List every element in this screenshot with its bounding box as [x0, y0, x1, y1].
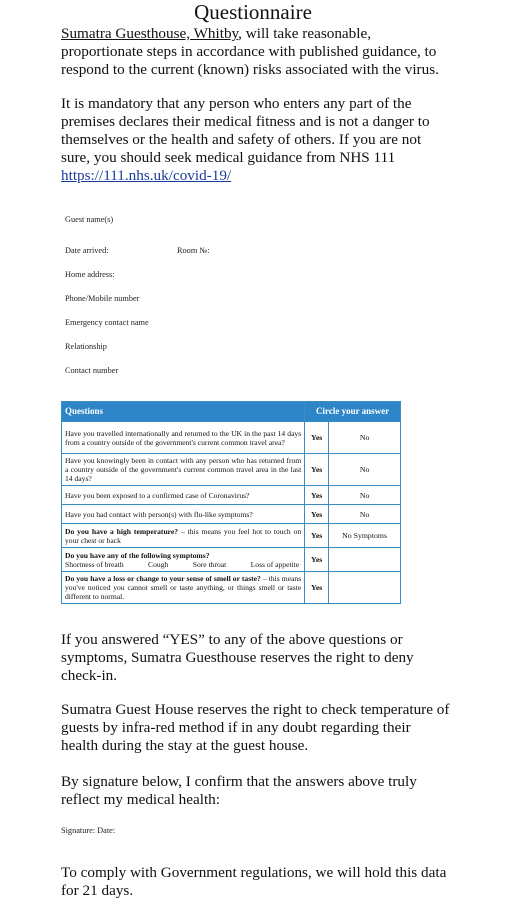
intro-text: , will take reasonable, proportionate steps in accordance with published guidance, to respond to the current (known) risks associated with the virus. [61, 25, 439, 78]
question-bold: Do you have a loss or change to your sense of smell or taste? [65, 574, 261, 583]
answer-yes[interactable]: Yes [305, 548, 329, 572]
answer-no[interactable]: No [329, 422, 401, 454]
intro-paragraph [61, 25, 451, 79]
answer-yes[interactable]: Yes [305, 486, 329, 505]
answer-yes[interactable]: Yes [305, 524, 329, 548]
page-title: Questionnaire [194, 0, 312, 24]
answer-yes[interactable]: Yes [305, 505, 329, 524]
emergency-contact-field: Emergency contact name [65, 318, 149, 327]
date-arrived-field: Date arrived: [65, 246, 109, 255]
table-row [62, 505, 401, 524]
symptom-item[interactable]: Cough [148, 559, 169, 569]
question-cell [62, 572, 305, 604]
table-row [62, 548, 401, 572]
question-cell: Have you travelled internationally and returned to the UK in the past 14 days from a country outside of the government's current common travel area? [62, 422, 305, 454]
answer-no[interactable] [329, 548, 401, 572]
room-number-field: Room №: [177, 246, 210, 255]
signature-date-field: Signature: Date: [61, 826, 116, 835]
mandatory-text: It is mandatory that any person who enters any part of the premises declares their medical fitness and is not a danger to themselves or the health and safety of others. If you are not sure, you should seek medical guidance from NHS 111 [61, 95, 430, 166]
relationship-field: Relationship [65, 342, 107, 351]
answer-no[interactable]: No [329, 486, 401, 505]
question-cell [62, 524, 305, 548]
temperature-paragraph: Sumatra Guest House reserves the right to check temperature of guests by infra-red method if in any doubt regarding their health during the stay at the guest house. [61, 701, 450, 754]
table-row [62, 422, 401, 454]
question-bold: Do you have any of the following symptoms? [65, 550, 210, 560]
retention-paragraph: To comply with Government regulations, we will hold this data for 21 days. [61, 864, 447, 899]
answer-no-symptoms[interactable]: No Symptoms [329, 524, 401, 548]
guest-name-field: Guest name(s) [65, 215, 114, 224]
symptom-list [65, 560, 301, 569]
table-row [62, 454, 401, 486]
table-row [62, 486, 401, 505]
question-cell: Have you been exposed to a confirmed case of Coronavirus? [62, 486, 305, 505]
table-row [62, 524, 401, 548]
confirm-paragraph: By signature below, I confirm that the answers above truly reflect my medical health: [61, 773, 417, 808]
table-header-row [62, 402, 401, 422]
symptom-item[interactable]: Shortness of breath [65, 559, 124, 569]
answer-yes[interactable]: Yes [305, 422, 329, 454]
answer-yes[interactable]: Yes [305, 454, 329, 486]
home-address-field: Home address: [65, 270, 115, 279]
question-detail: – this means you feel hot to touch on your chest or back [65, 526, 302, 545]
symptom-item[interactable]: Loss of appetite [250, 559, 300, 569]
answer-no[interactable]: No [329, 454, 401, 486]
question-cell: Have you had contact with person(s) with flu-like symptoms? [62, 505, 305, 524]
deny-paragraph: If you answered “YES” to any of the above questions or symptoms, Sumatra Guesthouse reserves the right to deny check-in. [61, 631, 414, 684]
phone-field: Phone/Mobile number [65, 294, 140, 303]
question-cell: Have you knowingly been in contact with any person who has returned from a country outside of the government's current common travel area in the last 14 days? [62, 454, 305, 486]
nhs-link[interactable]: https://111.nhs.uk/covid-19/ [61, 167, 232, 184]
questions-table [61, 401, 401, 604]
table-row [62, 572, 401, 604]
answer-no[interactable]: No [329, 505, 401, 524]
mandatory-paragraph [61, 95, 451, 185]
answer-no[interactable] [329, 572, 401, 604]
header-questions: Questions [62, 402, 305, 422]
business-name: Sumatra Guesthouse, Whitby [61, 25, 239, 42]
header-answer: Circle your answer [305, 402, 401, 422]
question-bold: Do you have a high temperature? [65, 526, 179, 536]
contact-number-field: Contact number [65, 366, 119, 375]
question-cell [62, 548, 305, 572]
symptom-item[interactable]: Sore throat [192, 559, 227, 569]
answer-yes[interactable]: Yes [305, 572, 329, 604]
question-detail: – this means you've noticed you cannot smell or taste anything, or things smell or taste different to normal. [65, 574, 302, 601]
